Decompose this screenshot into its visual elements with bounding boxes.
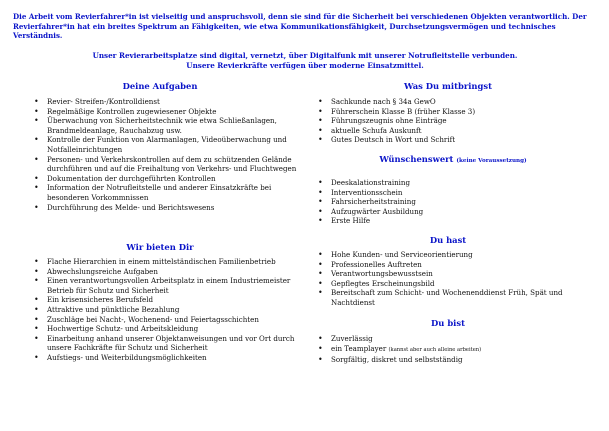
list-item: • Verantwortungsbewusstsein	[318, 269, 588, 279]
aufgaben-list	[34, 97, 300, 212]
list-item: • Personen- und Verkehrskontrollen auf dem zu schützenden Gelände durchführen und auf die Freihaltung von Verkehrs- und Fluchtwegen	[34, 155, 300, 174]
list-item: • Revier- Streifen-/Kontrolldienst	[34, 97, 300, 107]
list-item: • Hochwertige Schutz- und Arbeitskleidung	[34, 324, 300, 334]
list-item: • Sachkunde nach § 34a GewO	[318, 97, 588, 107]
list-item: • Durchführung des Melde- und Berichtswesens	[34, 203, 300, 213]
intro-paragraph: Die Arbeit vom Revierfahrer*in ist vielseitig und anspruchsvoll, denn sie sind für die Sicherheit bei verschiedenen Objekten verantwortlich. Der Revierfahrer*in hat ein breites Spektrum an Fähigkeiten, wie etwa Kommunikationsfähigkeit, Durchsetzungsvermögen und technisches Verständnis.	[13, 12, 587, 41]
list-item: • Deeskalationstraining	[318, 178, 588, 188]
list-item: • Einarbeitung anhand unserer Objektanweisungen und vor Ort durch unsere Fachkräfte für Schutz und Sicherheit	[34, 334, 300, 353]
list-item: • Führerschein Klasse B (früher Klasse 3)	[318, 107, 588, 117]
list-item: • Führungszeugnis ohne Einträge	[318, 116, 588, 126]
list-item: • Flache Hierarchien in einem mittelständischen Familienbetrieb	[34, 257, 300, 267]
wuenschenswert-list	[318, 178, 588, 226]
list-item: • Überwachung von Sicherheitstechnik wie etwa Schließanlagen, Brandmeldeanlage, Rauchabzug usw.	[34, 116, 300, 135]
list-item: • Professionelles Auftreten	[318, 260, 588, 270]
list-item: • Hohe Kunden- und Serviceorientierung	[318, 250, 588, 260]
list-item: • Information der Notrufleitstelle und anderer Einsatzkräfte bei besonderen Vorkommnissen	[34, 183, 300, 202]
list-item: • Sorgfältig, diskret und selbstständig	[318, 355, 588, 365]
list-item: • Fahrsicherheitstraining	[318, 197, 588, 207]
section-title-hast: Du hast	[429, 235, 467, 245]
section-title-bist: Du bist	[431, 318, 465, 328]
list-item-text: ein Teamplayer	[331, 343, 387, 353]
list-item: • Kontrolle der Funktion von Alarmanlagen, Videoüberwachung und Notfalleinrichtungen	[34, 135, 300, 154]
section-title-wuenschenswert	[318, 154, 588, 164]
intro-line-2: Unsere Revierkräfte verfügen über moderne Einsatzmittel.	[186, 60, 424, 70]
bieten-list	[34, 257, 300, 363]
list-item: • Dokumentation der durchgeführten Kontrollen	[34, 174, 300, 184]
list-item: • Aufzugwärter Ausbildung	[318, 207, 588, 217]
list-item: • Interventionsschein	[318, 188, 588, 198]
list-item: • Gutes Deutsch in Wort und Schrift	[318, 135, 588, 145]
list-item: • Zuschläge bei Nacht-, Wochenend- und Feiertagsschichten	[34, 315, 300, 325]
wuenschenswert-title: Wünschenswert	[379, 154, 454, 164]
list-item: • Aufstiegs- und Weiterbildungsmöglichkeiten	[34, 353, 300, 363]
section-title-mitbringst: Was Du mitbringst	[404, 81, 492, 91]
list-item: • Zuverlässig	[318, 334, 588, 344]
list-item: • Abwechslungsreiche Aufgaben	[34, 267, 300, 277]
list-item: • Ein krisensicheres Berufsfeld	[34, 295, 300, 305]
list-item: • Attraktive und pünktliche Bezahlung	[34, 305, 300, 315]
list-item	[318, 344, 588, 356]
section-title-bieten: Wir bieten Dir	[126, 242, 194, 252]
bist-list	[318, 334, 588, 365]
list-item: • Regelmäßige Kontrollen zugewiesener Objekte	[34, 107, 300, 117]
section-title-aufgaben: Deine Aufgaben	[122, 81, 198, 91]
intro-highlight	[20, 51, 590, 71]
list-item: • Einen verantwortungsvollen Arbeitsplatz in einem Industriemeister Betrieb für Schutz und Sicherheit	[34, 276, 300, 295]
intro-line-1: Unser Revierarbeitsplatze sind digital, vernetzt, über Digitalfunk mit unserer Notrufleitstelle verbunden.	[92, 51, 518, 60]
list-item-note: (kannst aber auch alleine arbeiten)	[388, 346, 482, 353]
list-item: • Bereitschaft zum Schicht- und Wochenenddienst Früh, Spät und Nachtdienst	[318, 288, 588, 307]
mitbringst-list	[318, 97, 588, 145]
wuenschenswert-note: (keine Voraussetzung)	[456, 158, 527, 164]
hast-list	[318, 250, 588, 308]
list-item: • Gepflegtes Erscheinungsbild	[318, 279, 588, 289]
list-item: • aktuelle Schufa Auskunft	[318, 126, 588, 136]
list-item: • Erste Hilfe	[318, 216, 588, 226]
